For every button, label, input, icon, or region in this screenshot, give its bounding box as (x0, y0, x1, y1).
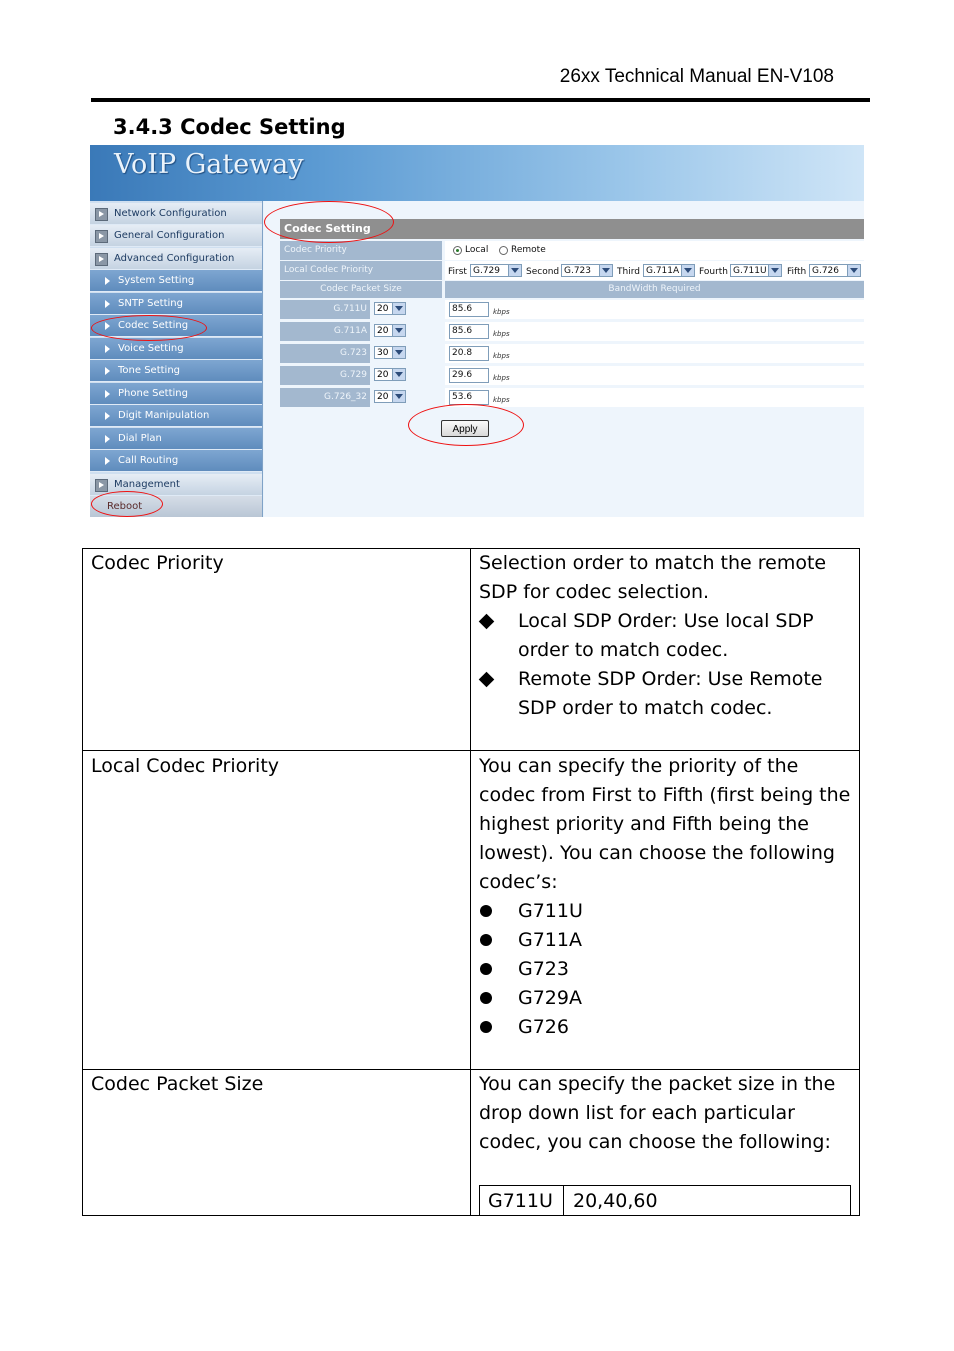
list-item: Remote SDP Order: Use Remote SDP order to match codec. (479, 665, 857, 723)
list-item: G711U (479, 897, 857, 926)
packet-select-g711u[interactable]: 20 (374, 302, 406, 315)
gateway-screenshot (90, 145, 864, 517)
arrow-right-icon (105, 412, 110, 420)
arrow-right-icon (105, 367, 110, 375)
chevron-down-icon (599, 265, 612, 276)
diamond-bullet-icon (479, 614, 495, 630)
chevron-down-icon (392, 391, 405, 402)
slot-second-label: Second (526, 267, 560, 277)
local-codec-priority-label: Local Codec Priority (280, 261, 442, 280)
dot-bullet-icon (480, 963, 492, 975)
dot-bullet-icon (480, 992, 492, 1004)
term-codec-priority: Codec Priority (91, 552, 224, 574)
slot-second-select[interactable]: G.723 (561, 264, 613, 277)
bandwidth-input-g726[interactable]: 53.6 (449, 390, 489, 405)
highlight-oval-codec-nav (91, 315, 207, 341)
chevron-down-icon (392, 303, 405, 314)
nav-codec-setting[interactable]: Codec Setting (90, 315, 262, 337)
nav-digit-manipulation[interactable]: Digit Manipulation (90, 405, 262, 427)
list-item: G711A (479, 926, 857, 955)
highlight-oval-reboot (91, 491, 163, 517)
manual-header: 26xx Technical Manual EN-V108 (559, 66, 834, 87)
packet-select-g723[interactable]: 30 (374, 346, 406, 359)
radio-local[interactable] (453, 246, 462, 255)
nav-management[interactable]: Management (90, 474, 262, 496)
nav-call-routing[interactable]: Call Routing (90, 450, 262, 472)
bandwidth-header: BandWidth Required (445, 281, 864, 298)
local-codec-priority-value (445, 261, 864, 280)
bandwidth-input-g723[interactable]: 20.8 (449, 346, 489, 361)
apply-button[interactable]: Apply (441, 420, 489, 437)
packet-size-header: Codec Packet Size (280, 281, 442, 298)
list-item: G726 (479, 1013, 857, 1042)
content-panel (264, 201, 864, 517)
codec-priority-label: Codec Priority (280, 241, 442, 260)
codec-name-g711a: G.711A (280, 322, 370, 341)
term-codec-packet-size: Codec Packet Size (91, 1073, 264, 1095)
slot-third-select[interactable]: G.711A (643, 264, 695, 277)
radio-remote[interactable] (499, 246, 508, 255)
subtable-sizes: 20,40,60 (573, 1190, 658, 1212)
expand-icon (95, 253, 108, 266)
chevron-down-icon (392, 347, 405, 358)
section-title: 3.4.3 Codec Setting (113, 115, 346, 139)
subtable-codec: G711U (480, 1186, 564, 1216)
codec-name-g723: G.723 (280, 344, 370, 363)
arrow-right-icon (105, 345, 110, 353)
nav-advanced-configuration[interactable]: Advanced Configuration (90, 248, 262, 270)
nav-reboot[interactable]: Reboot (90, 496, 262, 517)
nav-dial-plan[interactable]: Dial Plan (90, 428, 262, 450)
arrow-right-icon (105, 300, 110, 308)
arrow-right-icon (105, 277, 110, 285)
desc-codec-priority: Selection order to match the remote SDP for codec selection. Local SDP Order: Use local SDP order to match codec. Remote SDP Order: Use Remote SDP order to match codec. (479, 549, 857, 723)
slot-fifth-label: Fifth (787, 267, 807, 277)
arrow-right-icon (105, 457, 110, 465)
bandwidth-row-g711u: 85.6 kbps (445, 300, 864, 319)
bandwidth-row-g726: 53.6 kbps (445, 388, 864, 407)
list-item: Local SDP Order: Use local SDP order to match codec. (479, 607, 857, 665)
arrow-right-icon (105, 390, 110, 398)
chevron-down-icon (392, 325, 405, 336)
codec-priority-value (445, 241, 864, 260)
codec-name-g726: G.726_32 (280, 388, 370, 407)
bandwidth-row-g729: 29.6 kbps (445, 366, 864, 385)
chevron-down-icon (768, 265, 781, 276)
sidebar (90, 201, 263, 517)
slot-fourth-select[interactable]: G.711U (730, 264, 782, 277)
banner (90, 145, 864, 201)
chevron-down-icon (508, 265, 521, 276)
chevron-down-icon (681, 265, 694, 276)
desc-codec-packet-size: You can specify the packet size in the drop down list for each particular codec, you can choose the following: (479, 1073, 836, 1153)
dot-bullet-icon (480, 934, 492, 946)
list-item: G723 (479, 955, 857, 984)
bandwidth-input-g711a[interactable]: 85.6 (449, 324, 489, 339)
arrow-right-icon (105, 435, 110, 443)
packet-size-subtable (479, 1185, 851, 1216)
expand-icon (95, 479, 108, 492)
app-title: VoIP Gateway (114, 149, 304, 180)
dot-bullet-icon (480, 1021, 492, 1033)
codec-name-g729: G.729 (280, 366, 370, 385)
term-local-codec-priority: Local Codec Priority (91, 755, 280, 777)
nav-system-setting[interactable]: System Setting (90, 270, 262, 292)
packet-select-g711a[interactable]: 20 (374, 324, 406, 337)
nav-voice-setting[interactable]: Voice Setting (90, 338, 262, 360)
radio-remote-label: Remote (511, 245, 546, 255)
slot-third-label: Third (617, 267, 640, 277)
bandwidth-row-g711a: 85.6 kbps (445, 322, 864, 341)
desc-local-codec-priority: You can specify the priority of the codec from First to Fifth (first being the highest priority and Fifth being the lowest). You can choose the following codec’s: G711U G711A G723 G729A G726 (479, 752, 857, 1042)
bandwidth-input-g711u[interactable]: 85.6 (449, 302, 489, 317)
radio-local-label: Local (465, 245, 489, 255)
diamond-bullet-icon (479, 672, 495, 688)
slot-first-label: First (448, 267, 467, 277)
expand-icon (95, 230, 108, 243)
bandwidth-input-g729[interactable]: 29.6 (449, 368, 489, 383)
codec-setting-title: Codec Setting (280, 219, 864, 239)
list-item: G729A (479, 984, 857, 1013)
nav-phone-setting[interactable]: Phone Setting (90, 383, 262, 405)
dot-bullet-icon (480, 905, 492, 917)
nav-tone-setting[interactable]: Tone Setting (90, 360, 262, 382)
description-table (82, 548, 860, 1216)
packet-select-g726[interactable]: 20 (374, 390, 406, 403)
chevron-down-icon (847, 265, 860, 276)
bandwidth-row-g723: 20.8 kbps (445, 344, 864, 363)
header-rule (91, 98, 870, 102)
nav-network-configuration[interactable]: Network Configuration (90, 203, 262, 225)
chevron-down-icon (392, 369, 405, 380)
slot-first-select[interactable]: G.729 (470, 264, 522, 277)
codec-name-g711u: G.711U (280, 300, 370, 319)
slot-fifth-select[interactable]: G.726 (809, 264, 861, 277)
highlight-oval-apply (408, 404, 524, 446)
packet-select-g729[interactable]: 20 (374, 368, 406, 381)
highlight-oval-title (264, 201, 394, 243)
nav-sntp-setting[interactable]: SNTP Setting (90, 293, 262, 315)
nav-general-configuration[interactable]: General Configuration (90, 225, 262, 247)
slot-fourth-label: Fourth (699, 267, 728, 277)
expand-icon (95, 208, 108, 221)
